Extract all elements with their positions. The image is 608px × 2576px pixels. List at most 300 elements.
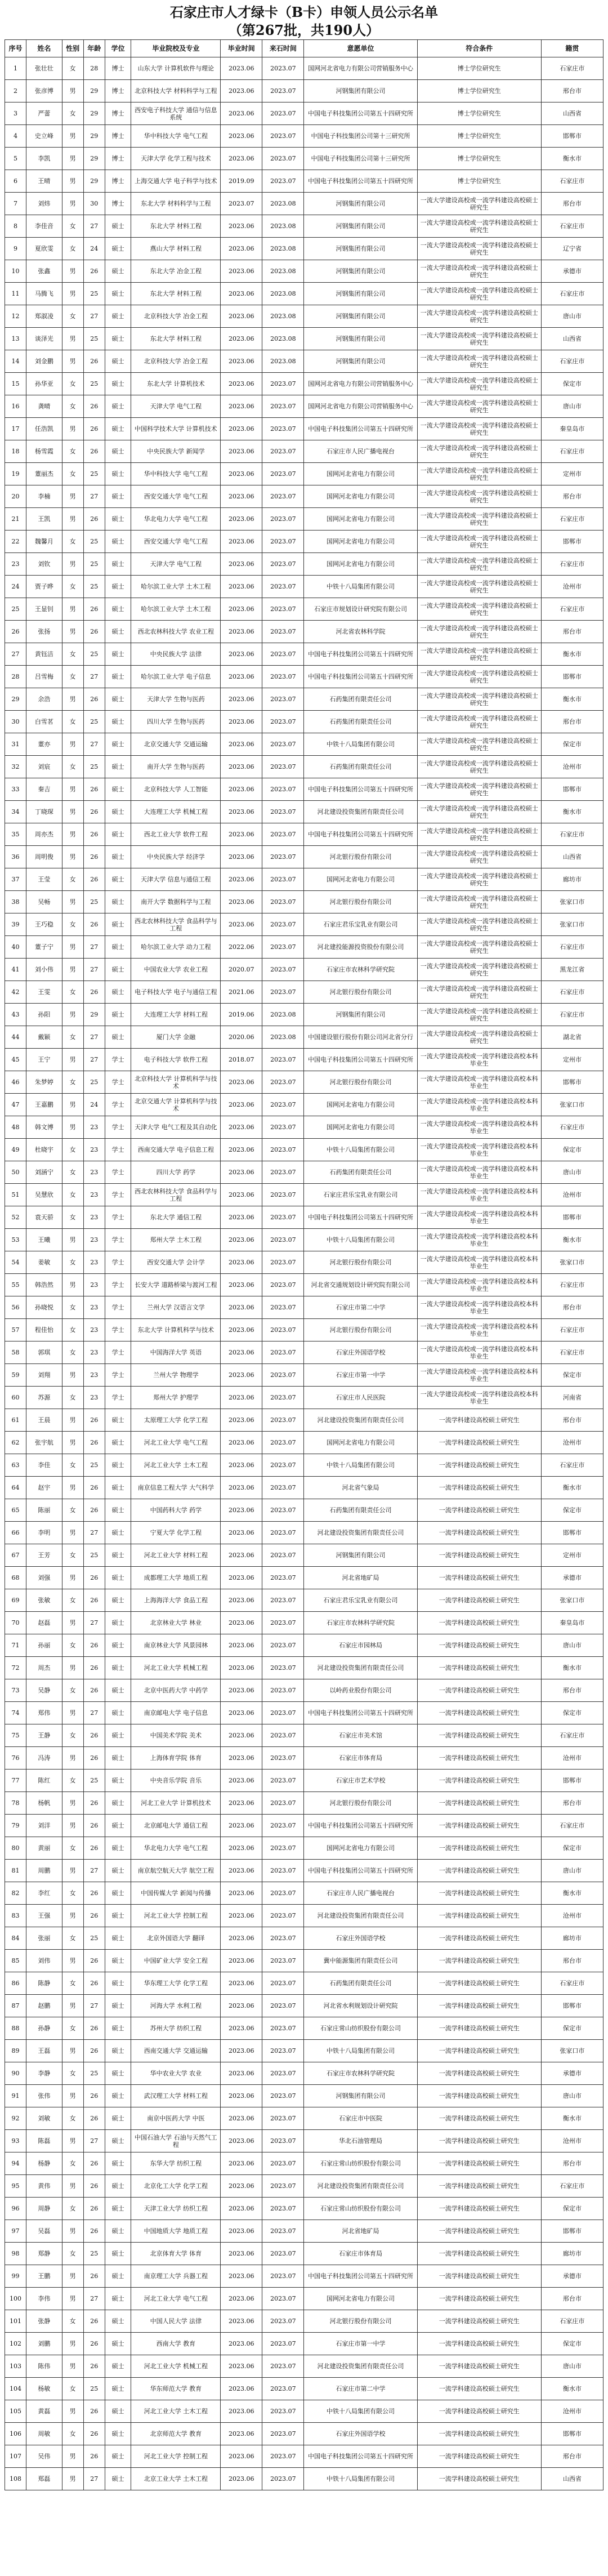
cell-degree: 硕士: [105, 688, 131, 711]
table-row: [5, 1815, 603, 1837]
cell-school: 中国石油大学 石油与天然气工程: [131, 2130, 221, 2152]
cell-school: 河北工业大学 土木工程: [131, 2400, 221, 2423]
cell-grad-date: 2020.06: [221, 1026, 262, 1049]
cell-school: 哈尔滨工业大学 电子信息: [131, 666, 221, 688]
table-row: [5, 1387, 603, 1409]
cell-native-place: 沧州市: [541, 1184, 603, 1206]
cell-name: 刘鹏: [26, 2333, 62, 2355]
cell-no: 92: [5, 2107, 26, 2130]
cell-grad-date: 2023.06: [221, 395, 262, 418]
cell-sex: 男: [62, 2040, 83, 2062]
cell-degree: 硕士: [105, 2198, 131, 2220]
cell-sex: 男: [62, 80, 83, 102]
table-row: [5, 643, 603, 666]
col-header-condition: 符合条件: [417, 40, 541, 57]
cell-age: 23: [83, 1139, 105, 1161]
cell-native-place: 唐山市: [541, 1161, 603, 1184]
cell-arrival-date: 2023.08: [262, 305, 304, 328]
table-row: [5, 1679, 603, 1702]
cell-school: 上海体育学院 体育: [131, 1747, 221, 1770]
cell-no: 90: [5, 2062, 26, 2085]
cell-degree: 硕士: [105, 2265, 131, 2288]
table-row: [5, 2378, 603, 2400]
cell-name: 周鹏: [26, 1860, 62, 1882]
cell-degree: 硕士: [105, 260, 131, 283]
cell-arrival-date: 2023.08: [262, 215, 304, 238]
cell-arrival-date: 2023.07: [262, 1071, 304, 1094]
cell-school: 中央民族大学 新闻学: [131, 440, 221, 463]
cell-no: 28: [5, 666, 26, 688]
table-row: [5, 102, 603, 125]
table-row: [5, 1364, 603, 1387]
table-row: [5, 1522, 603, 1544]
cell-arrival-date: 2023.07: [262, 2445, 304, 2468]
cell-employer: 河钢集团有限公司: [304, 260, 417, 283]
cell-no: 105: [5, 2400, 26, 2423]
cell-age: 27: [83, 2468, 105, 2490]
cell-age: 26: [83, 778, 105, 801]
cell-name: 李红: [26, 1882, 62, 1905]
cell-name: 刘伟: [26, 1950, 62, 1972]
cell-no: 24: [5, 576, 26, 598]
cell-school: 北京科技大学 冶金工程: [131, 305, 221, 328]
cell-grad-date: 2023.06: [221, 733, 262, 756]
cell-native-place: 石家庄市: [541, 553, 603, 576]
cell-employer: 冀中能源集团有限责任公司: [304, 1950, 417, 1972]
cell-age: 29: [83, 125, 105, 148]
cell-condition: 一流大学建设高校或一流学科建设高校本科毕业生: [417, 1094, 541, 1116]
cell-employer: 石家庄市农林科学研究院: [304, 2062, 417, 2085]
cell-school: 北京外国语大学 翻译: [131, 1927, 221, 1950]
table-row: [5, 1927, 603, 1950]
cell-degree: 硕士: [105, 1770, 131, 1792]
cell-condition: 一流学科建设高校硕士研究生: [417, 1882, 541, 1905]
cell-sex: 男: [62, 2445, 83, 2468]
cell-name: 王莹: [26, 868, 62, 891]
table-row: [5, 1747, 603, 1770]
cell-grad-date: 2023.06: [221, 1724, 262, 1747]
cell-condition: 一流大学建设高校或一流学科建设高校硕士研究生: [417, 711, 541, 733]
cell-employer: 河北银行股份有限公司: [304, 1071, 417, 1094]
cell-condition: 一流学科建设高校硕士研究生: [417, 1927, 541, 1950]
cell-grad-date: 2023.06: [221, 1589, 262, 1612]
cell-sex: 女: [62, 2198, 83, 2220]
cell-degree: 学士: [105, 1251, 131, 1274]
cell-condition: 一流学科建设高校硕士研究生: [417, 1679, 541, 1702]
cell-sex: 女: [62, 981, 83, 1004]
cell-no: 69: [5, 1589, 26, 1612]
cell-degree: 学士: [105, 1342, 131, 1364]
cell-school: 东北大学 计算机技术: [131, 373, 221, 395]
cell-employer: 石家庄市美术馆: [304, 1724, 417, 1747]
cell-grad-date: 2023.06: [221, 553, 262, 576]
cell-employer: 河北建投能源投资股份有限公司: [304, 936, 417, 959]
table-row: [5, 1161, 603, 1184]
table-row: [5, 1837, 603, 1860]
cell-condition: 一流学科建设高校硕士研究生: [417, 2062, 541, 2085]
cell-employer: 国网河北省电力有限公司: [304, 1837, 417, 1860]
cell-sex: 男: [62, 1815, 83, 1837]
cell-name: 郑磊: [26, 2468, 62, 2490]
cell-native-place: 沧州市: [541, 2400, 603, 2423]
cell-age: 26: [83, 1432, 105, 1454]
cell-age: 23: [83, 1387, 105, 1409]
cell-arrival-date: 2023.07: [262, 2310, 304, 2333]
cell-native-place: 邯郸市: [541, 1995, 603, 2017]
cell-sex: 男: [62, 598, 83, 621]
cell-age: 23: [83, 1116, 105, 1139]
table-row: [5, 1499, 603, 1522]
table-row: [5, 981, 603, 1004]
cell-age: 25: [83, 463, 105, 485]
cell-name: 苏源: [26, 1387, 62, 1409]
table-row: [5, 823, 603, 846]
cell-native-place: 邢台市: [541, 1950, 603, 1972]
cell-no: 99: [5, 2265, 26, 2288]
cell-grad-date: 2023.06: [221, 1342, 262, 1364]
cell-condition: 一流大学建设高校或一流学科建设高校硕士研究生: [417, 531, 541, 553]
cell-no: 85: [5, 1950, 26, 1972]
cell-name: 王晴: [26, 170, 62, 193]
table-row: [5, 846, 603, 868]
table-row: [5, 1612, 603, 1634]
cell-employer: 中国电子科技集团公司第五十四研究所: [304, 2445, 417, 2468]
cell-employer: 中国电子科技集团公司第五十四研究所: [304, 102, 417, 125]
cell-sex: 男: [62, 1094, 83, 1116]
cell-school: 东北大学 材料工程: [131, 283, 221, 305]
table-row: [5, 193, 603, 215]
cell-native-place: 石家庄市: [541, 1004, 603, 1026]
cell-native-place: 保定市: [541, 1702, 603, 1724]
cell-native-place: 石家庄市: [541, 1274, 603, 1296]
cell-arrival-date: 2023.07: [262, 1657, 304, 1679]
cell-school: 华东理工大学 化学工程: [131, 1972, 221, 1995]
cell-sex: 女: [62, 373, 83, 395]
table-row: [5, 2107, 603, 2130]
cell-no: 95: [5, 2175, 26, 2198]
cell-native-place: 张家口市: [541, 1094, 603, 1116]
cell-sex: 男: [62, 1477, 83, 1499]
cell-condition: 一流学科建设高校硕士研究生: [417, 2400, 541, 2423]
cell-no: 71: [5, 1634, 26, 1657]
cell-grad-date: 2023.06: [221, 283, 262, 305]
cell-name: 任浩凯: [26, 418, 62, 440]
cell-sex: 女: [62, 2017, 83, 2040]
cell-arrival-date: 2023.07: [262, 1274, 304, 1296]
table-row: [5, 1634, 603, 1657]
cell-employer: 河钢集团有限公司: [304, 328, 417, 350]
cell-name: 刘强: [26, 1567, 62, 1589]
cell-employer: 国网河北省电力有限公司: [304, 868, 417, 891]
cell-grad-date: 2023.06: [221, 2062, 262, 2085]
cell-employer: 石家庄市农林科学研究院: [304, 959, 417, 981]
cell-arrival-date: 2023.07: [262, 868, 304, 891]
cell-native-place: 承德市: [541, 2062, 603, 2085]
cell-employer: 中国电子科技集团公司第五十四研究所: [304, 823, 417, 846]
table-row: [5, 2423, 603, 2445]
cell-school: 北京科技大学 冶金工程: [131, 350, 221, 373]
table-row: [5, 125, 603, 148]
cell-no: 72: [5, 1657, 26, 1679]
table-row: [5, 621, 603, 643]
cell-no: 62: [5, 1432, 26, 1454]
cell-arrival-date: 2023.07: [262, 1950, 304, 1972]
table-row: [5, 576, 603, 598]
cell-age: 25: [83, 1071, 105, 1094]
cell-native-place: 石家庄市: [541, 1454, 603, 1477]
cell-degree: 硕士: [105, 463, 131, 485]
cell-employer: 河北省水利规划设计研究院: [304, 1995, 417, 2017]
table-row: [5, 418, 603, 440]
cell-age: 26: [83, 2085, 105, 2107]
cell-native-place: 邯郸市: [541, 2220, 603, 2243]
cell-age: 27: [83, 485, 105, 508]
cell-school: 南京中医药大学 中医: [131, 2107, 221, 2130]
cell-sex: 女: [62, 576, 83, 598]
table-row: [5, 2152, 603, 2175]
cell-grad-date: 2023.06: [221, 1882, 262, 1905]
cell-degree: 硕士: [105, 418, 131, 440]
cell-name: 周亦杰: [26, 823, 62, 846]
cell-condition: 一流大学建设高校或一流学科建设高校硕士研究生: [417, 238, 541, 260]
cell-native-place: 邯郸市: [541, 1206, 603, 1229]
cell-arrival-date: 2023.07: [262, 508, 304, 531]
cell-no: 12: [5, 305, 26, 328]
cell-grad-date: 2023.06: [221, 57, 262, 80]
cell-degree: 硕士: [105, 666, 131, 688]
cell-name: 张丽: [26, 1927, 62, 1950]
cell-sex: 女: [62, 1206, 83, 1229]
cell-name: 刘钦: [26, 553, 62, 576]
cell-native-place: 石家庄市: [541, 823, 603, 846]
cell-degree: 硕士: [105, 1950, 131, 1972]
cell-native-place: 石家庄市: [541, 2310, 603, 2333]
cell-degree: 硕士: [105, 2107, 131, 2130]
cell-employer: 石家庄市第二中学: [304, 2378, 417, 2400]
cell-no: 88: [5, 2017, 26, 2040]
cell-school: 河北工业大学 控制工程: [131, 2445, 221, 2468]
cell-grad-date: 2018.07: [221, 1049, 262, 1071]
table-row: [5, 1274, 603, 1296]
cell-employer: 石家庄市第一中学: [304, 1364, 417, 1387]
cell-no: 25: [5, 598, 26, 621]
cell-arrival-date: 2023.07: [262, 395, 304, 418]
cell-condition: 一流大学建设高校或一流学科建设高校硕士研究生: [417, 733, 541, 756]
cell-native-place: 张家口市: [541, 1589, 603, 1612]
cell-native-place: 邯郸市: [541, 778, 603, 801]
cell-school: 河北工业大学 土木工程: [131, 1454, 221, 1477]
table-row: [5, 801, 603, 823]
cell-age: 26: [83, 260, 105, 283]
cell-school: 太原理工大学 化学工程: [131, 1409, 221, 1432]
cell-no: 11: [5, 283, 26, 305]
cell-school: 东北大学 材料工程: [131, 328, 221, 350]
cell-employer: 石家庄外国语学校: [304, 1342, 417, 1364]
cell-condition: 一流学科建设高校硕士研究生: [417, 2107, 541, 2130]
cell-degree: 硕士: [105, 1972, 131, 1995]
cell-age: 27: [83, 2288, 105, 2310]
table-row: [5, 1004, 603, 1026]
cell-age: 27: [83, 733, 105, 756]
cell-employer: 石家庄市规划设计研究院有限公司: [304, 598, 417, 621]
cell-employer: 石家庄市人民医院: [304, 1387, 417, 1409]
cell-grad-date: 2023.06: [221, 1612, 262, 1634]
cell-condition: 一流大学建设高校或一流学科建设高校硕士研究生: [417, 350, 541, 373]
cell-native-place: 邢台市: [541, 1792, 603, 1815]
cell-grad-date: 2023.06: [221, 373, 262, 395]
cell-sex: 男: [62, 193, 83, 215]
cell-arrival-date: 2023.07: [262, 2040, 304, 2062]
cell-condition: 一流学科建设高校硕士研究生: [417, 1432, 541, 1454]
table-row: [5, 1319, 603, 1342]
cell-sex: 男: [62, 418, 83, 440]
cell-condition: 一流学科建设高校硕士研究生: [417, 2310, 541, 2333]
cell-sex: 男: [62, 1522, 83, 1544]
col-header-employer: 意愿单位: [304, 40, 417, 57]
cell-sex: 男: [62, 2333, 83, 2355]
cell-grad-date: 2023.06: [221, 2400, 262, 2423]
cell-condition: 一流大学建设高校或一流学科建设高校硕士研究生: [417, 936, 541, 959]
cell-grad-date: 2023.06: [221, 621, 262, 643]
cell-name: 陈磊: [26, 2130, 62, 2152]
cell-no: 52: [5, 1206, 26, 1229]
cell-sex: 女: [62, 215, 83, 238]
cell-school: 西北农林科技大学 食品科学与工程: [131, 913, 221, 936]
cell-age: 26: [83, 1815, 105, 1837]
cell-sex: 女: [62, 1454, 83, 1477]
cell-employer: 石药集团有限责任公司: [304, 1161, 417, 1184]
cell-native-place: 定州市: [541, 1049, 603, 1071]
cell-condition: 一流大学建设高校或一流学科建设高校硕士研究生: [417, 395, 541, 418]
cell-degree: 博士: [105, 125, 131, 148]
cell-arrival-date: 2023.07: [262, 1972, 304, 1995]
cell-employer: 中国电子科技集团公司第五十四研究所: [304, 1702, 417, 1724]
cell-grad-date: 2023.06: [221, 440, 262, 463]
cell-condition: 一流学科建设高校硕士研究生: [417, 1724, 541, 1747]
cell-condition: 一流学科建设高校硕士研究生: [417, 2445, 541, 2468]
cell-grad-date: 2023.06: [221, 2265, 262, 2288]
table-row: [5, 305, 603, 328]
cell-age: 26: [83, 1679, 105, 1702]
cell-age: 23: [83, 1319, 105, 1342]
cell-sex: 女: [62, 2062, 83, 2085]
cell-employer: 石家庄市第二中学: [304, 1296, 417, 1319]
cell-no: 100: [5, 2288, 26, 2310]
cell-name: 吴慧欣: [26, 1184, 62, 1206]
cell-no: 13: [5, 328, 26, 350]
cell-school: 天津大学 信息与通信工程: [131, 868, 221, 891]
cell-school: 东北大学 通信工程: [131, 1206, 221, 1229]
cell-arrival-date: 2023.07: [262, 531, 304, 553]
cell-degree: 硕士: [105, 936, 131, 959]
cell-condition: 一流学科建设高校硕士研究生: [417, 1409, 541, 1432]
cell-arrival-date: 2023.07: [262, 711, 304, 733]
cell-degree: 硕士: [105, 1589, 131, 1612]
table-row: [5, 373, 603, 395]
cell-no: 87: [5, 1995, 26, 2017]
cell-grad-date: 2022.06: [221, 936, 262, 959]
cell-school: 北京工业大学 土木工程: [131, 2468, 221, 2490]
cell-school: 华中科技大学 电气工程: [131, 125, 221, 148]
cell-degree: 硕士: [105, 823, 131, 846]
table-row: [5, 688, 603, 711]
cell-sex: 女: [62, 1679, 83, 1702]
cell-native-place: 石家庄市: [541, 1342, 603, 1364]
cell-condition: 一流学科建设高校硕士研究生: [417, 2198, 541, 2220]
cell-school: 北京师范大学 教育: [131, 2423, 221, 2445]
cell-employer: 中国电子科技集团公司第十三研究所: [304, 148, 417, 170]
cell-grad-date: 2023.06: [221, 305, 262, 328]
table-row: [5, 2333, 603, 2355]
cell-name: 刘金鹏: [26, 350, 62, 373]
cell-no: 32: [5, 756, 26, 778]
cell-degree: 学士: [105, 1387, 131, 1409]
page-subtitle: （第267批，共190人）: [228, 22, 380, 38]
cell-sex: 男: [62, 1657, 83, 1679]
cell-native-place: 衡水市: [541, 801, 603, 823]
cell-age: 26: [83, 2310, 105, 2333]
cell-employer: 中国建设银行股份有限公司河北省分行: [304, 1026, 417, 1049]
cell-degree: 硕士: [105, 756, 131, 778]
cell-name: 孙静: [26, 2017, 62, 2040]
cell-native-place: 邯郸市: [541, 531, 603, 553]
cell-arrival-date: 2023.07: [262, 2423, 304, 2445]
table-row: [5, 913, 603, 936]
cell-grad-date: 2023.06: [221, 1702, 262, 1724]
cell-employer: 国网河北省电力有限公司营销服务中心: [304, 373, 417, 395]
cell-sex: 男: [62, 823, 83, 846]
cell-no: 53: [5, 1229, 26, 1251]
cell-age: 24: [83, 238, 105, 260]
cell-no: 78: [5, 1792, 26, 1815]
table-row: [5, 1071, 603, 1094]
cell-grad-date: 2023.06: [221, 102, 262, 125]
cell-condition: 一流大学建设高校或一流学科建设高校硕士研究生: [417, 621, 541, 643]
cell-sex: 男: [62, 2265, 83, 2288]
cell-grad-date: 2023.06: [221, 2333, 262, 2355]
cell-grad-date: 2023.06: [221, 2085, 262, 2107]
cell-age: 25: [83, 1544, 105, 1567]
cell-arrival-date: 2023.07: [262, 1049, 304, 1071]
cell-age: 26: [83, 1724, 105, 1747]
cell-condition: 博士学位研究生: [417, 102, 541, 125]
cell-employer: 国网河北省电力有限公司: [304, 1094, 417, 1116]
cell-degree: 硕士: [105, 485, 131, 508]
cell-arrival-date: 2023.07: [262, 1364, 304, 1387]
cell-age: 27: [83, 2130, 105, 2152]
cell-arrival-date: 2023.07: [262, 1747, 304, 1770]
cell-employer: 石家庄常山纺织股份有限公司: [304, 2017, 417, 2040]
cell-condition: 一流大学建设高校或一流学科建设高校本科毕业生: [417, 1274, 541, 1296]
cell-sex: 女: [62, 2423, 83, 2445]
cell-native-place: 邢台市: [541, 2445, 603, 2468]
cell-degree: 硕士: [105, 1544, 131, 1567]
cell-sex: 男: [62, 1995, 83, 2017]
cell-sex: 女: [62, 1882, 83, 1905]
cell-degree: 硕士: [105, 1860, 131, 1882]
cell-name: 周静: [26, 2198, 62, 2220]
cell-name: 李静: [26, 2062, 62, 2085]
cell-age: 27: [83, 1860, 105, 1882]
cell-condition: 一流大学建设高校或一流学科建设高校硕士研究生: [417, 688, 541, 711]
cell-no: 68: [5, 1567, 26, 1589]
cell-grad-date: 2023.06: [221, 1274, 262, 1296]
cell-employer: 河钢集团有限公司: [304, 1544, 417, 1567]
cell-sex: 女: [62, 463, 83, 485]
cell-grad-date: 2023.06: [221, 868, 262, 891]
cell-age: 26: [83, 2152, 105, 2175]
cell-native-place: 石家庄市: [541, 981, 603, 1004]
